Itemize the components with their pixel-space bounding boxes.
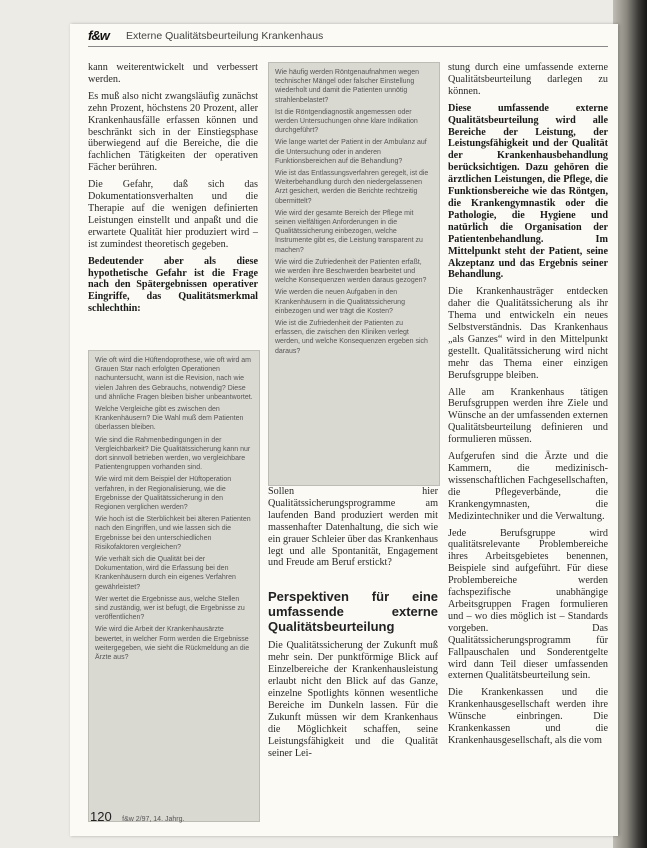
box-item: Wie wird die Zufriedenheit der Patienten erfaßt, wie werden ihre Beschwerden bearbeitet und welche Konsequenzen werden daraus gezogen? bbox=[275, 258, 427, 285]
box-item: Wie werden die neuen Aufgaben in den Krankenhäusern in die Qualitätssicherung einbezogen und wer trägt die Kosten? bbox=[275, 289, 405, 315]
paragraph: kann weiterentwickelt und verbessert werden. bbox=[88, 62, 258, 85]
box-item: Wie wird der gesamte Bereich der Pflege mit seinen vielfältigen Anforderungen in die Qualitätssicherung einbezogen, welche Instrumente gibt es, die Leistung transparent zu machen? bbox=[275, 209, 423, 254]
paragraph: Aufgerufen sind die Ärzte und die Kammern, die medizinisch-wissenschaftlichen Fachgesellschaften, die Pflegeverbände, die Krankengymnasten, die Medizintechniker und die Verwaltung. bbox=[448, 451, 608, 522]
magazine-page bbox=[70, 24, 618, 836]
box-item: Wie häufig werden Röntgenaufnahmen wegen technischer Mängel oder falscher Einstellung wiederholt und damit die Patienten unnötig strahlenbelastet? bbox=[275, 69, 419, 104]
box-item: Wie sind die Rahmenbedingungen in der Vergleichbarkeit? Die Qualitätssicherung kann nur dort sinnvoll betrieben werden, wo vergleichbare Patientengruppen vorhanden sind. bbox=[95, 436, 251, 472]
paragraph: stung durch eine umfassende externe Qualitätsbeurteilung darlegen zu können. bbox=[448, 62, 608, 97]
box-item: Wie verhält sich die Qualität bei der Dokumentation, wird die Erfassung bei den Krankenhäusern durch ein eigenes Verfahren gewährleistet? bbox=[95, 556, 236, 591]
paragraph: Jede Berufsgruppe wird qualitätsrelevante Problembereiche ihres Arbeitsgebietes benennen, Beispiele sind aufgeführt. Für diese Problembereiche werden fachspezifische unabhängige Arbeitsgruppen Fragen formulieren und – wo dies möglich ist – Standards vorgeben. Das Qualitätssicherungsprogramm für Fallpauschalen und Sonderentgelte wird dann Teil dieser umfassenden externen Qualitätsbeurteilung sein. bbox=[448, 527, 608, 682]
box-item: Welche Vergleiche gibt es zwischen den Krankenhäusern? Die Wahl muß dem Patienten überlassen bleiben. bbox=[95, 406, 244, 432]
paragraph: Alle am Krankenhaus tätigen Berufsgruppen werden ihre Ziele und Wünsche an der umfassenden externen Qualitätsbeurteilung definieren und formulieren müssen. bbox=[448, 386, 608, 446]
page-footer bbox=[90, 808, 184, 826]
paragraph: Es muß also nicht zwangsläufig zunächst zehn Prozent, höchstens 20 Prozent, aller Krankenhausfälle erfassen können und beschränkt sich in der Einstiegsphase überwiegend auf die Bereiche, die die fachlichen Tätigkeiten der operativen Fächer berühren. bbox=[88, 90, 258, 174]
box-item: Wer wertet die Ergebnisse aus, welche Stellen sind zuständig, wer ist befugt, die Ergebnisse zu veröffentlichen? bbox=[95, 595, 245, 622]
column-2 bbox=[268, 486, 438, 764]
sidebar-box-questions-2 bbox=[268, 62, 440, 486]
sidebar-box-questions-1 bbox=[88, 350, 260, 822]
column-1 bbox=[88, 62, 258, 320]
header-title: Externe Qualitätsbeurteilung Krankenhaus bbox=[126, 30, 324, 42]
box-item: Wie wird die Arbeit der Krankenhausärzte bewertet, in welcher Form werden die Ergebnisse weitergegeben, wie sieht die Rückmeldung an die Ärzte aus? bbox=[95, 626, 250, 662]
paragraph: Die Krankenhausträger entdecken daher die Qualitätssicherung als ihr Thema und entwickeln ein neues Selbstverständnis. Das Krankenhaus „als Ganzes“ wird in den Mittelpunkt gestellt. Qualitätssicherung wird nicht mehr das Thema einer einzigen Berufsgruppe bleiben. bbox=[448, 286, 608, 381]
bold-paragraph: Bedeutender aber als diese hypothetische Gefahr ist die Frage nach den Spätergebnissen operativer Eingriffe, das Qualitätsmerkmal schlechthin: bbox=[88, 255, 258, 315]
box-item: Wie ist das Entlassungsverfahren geregelt, ist die Weiterbehandlung durch den niedergelassenen Arzt gesichert, werden die Berichte rechtzeitig übermittelt? bbox=[275, 170, 429, 205]
box-item: Wie wird mit dem Beispiel der Hüftoperation verfahren, in der Regionalisierung, wie die Ergebnisse der Qualitätssicherung in den Regionen verglichen werden? bbox=[95, 476, 232, 512]
paragraph: Die Gefahr, daß sich das Dokumentationsverhalten und die Therapie auf die wenigen definierten Leistungen einstellt und anpaßt und die erwartete Qualität hier produziert wird – ist zumindest theoretisch gegeben. bbox=[88, 179, 258, 250]
bold-paragraph: Diese umfassende externe Qualitätsbeurteilung wird alle Bereiche der Leistung, der Leistungsfähigkeit und der Qualität der Krankenhausbehandlung berücksichtigen. Dazu gehören die ärztlichen Leistungen, die Pflege, die Funktionsbereiche wie das Röntgen, die Krankengymnastik oder die Pathologie, die Hygiene und natürlich die Organisation der Patientenbehandlung. Im Mittelpunkt steht der Patient, seine Akzeptanz und das Ergebnis seiner Behandlung. bbox=[448, 102, 608, 281]
page-number: 120 bbox=[90, 809, 112, 824]
issue-reference: f&w 2/97, 14. Jahrg. bbox=[122, 816, 185, 823]
book-spine bbox=[613, 0, 647, 848]
paragraph: Die Qualitätssicherung der Zukunft muß mehr sein. Der punktförmige Blick auf Einzelbereiche der Krankenhausleistung erlaubt nicht den Blick auf das Ganze, einzelne Spotlights können wesentliche Bereiche im Dunkeln lassen. Für die Zukunft müssen wir dem Krankenhaus die Möglichkeit schaffen, seine Leistungsfähigkeit und die Qualität seiner Lei- bbox=[268, 640, 438, 759]
paragraph: Die Krankenkassen und die Krankenhausgesellschaft werden ihre Wünsche einbringen. Die Krankenkassen und die Krankenhausgesellschaft, als die vom bbox=[448, 687, 608, 746]
section-heading: Perspektiven für eine umfassende externe Qualitätsbeurteilung bbox=[268, 589, 438, 635]
running-header bbox=[88, 28, 608, 47]
paragraph: Sollen hier Qualitätssicherungsprogramme am laufenden Band produziert werden mit massenhafter Datenhaltung, die sich wie ein grauer Schleier über das Krankenhaus legt und alle Spontanität, Engagement und Freude am Beruf erstickt? bbox=[268, 486, 439, 569]
journal-logo: f&w bbox=[88, 28, 109, 43]
box-item: Wie oft wird die Hüftendoprothese, wie oft wird am Grauen Star nach erfolgten Operationen nachuntersucht, wann ist die Revision, nach wie vielen Jahren des Gebrauchs, notwendig? Diese und ähnliche Fragen bleiben bisher unbeantwortet. bbox=[95, 357, 253, 401]
box-item: Wie lange wartet der Patient in der Ambulanz auf die Untersuchung oder in anderen Funktionsbereichen auf die Behandlung? bbox=[275, 139, 427, 165]
column-3 bbox=[448, 62, 608, 752]
box-item: Wie hoch ist die Sterblichkeit bei älteren Patienten nach den Eingriffen, und wie lassen sich die Ergebnisse bei den unterschiedlichen Risikofaktoren vergleichen? bbox=[95, 516, 251, 551]
box-item: Ist die Röntgendiagnostik angemessen oder werden Untersuchungen ohne klare Indikation durchgeführt? bbox=[275, 108, 418, 135]
box-item: Wie ist die Zufriedenheit der Patienten zu erfassen, die zwischen den Kliniken verlegt werden, und welche Konsequenzen ergeben sich daraus? bbox=[275, 320, 428, 355]
